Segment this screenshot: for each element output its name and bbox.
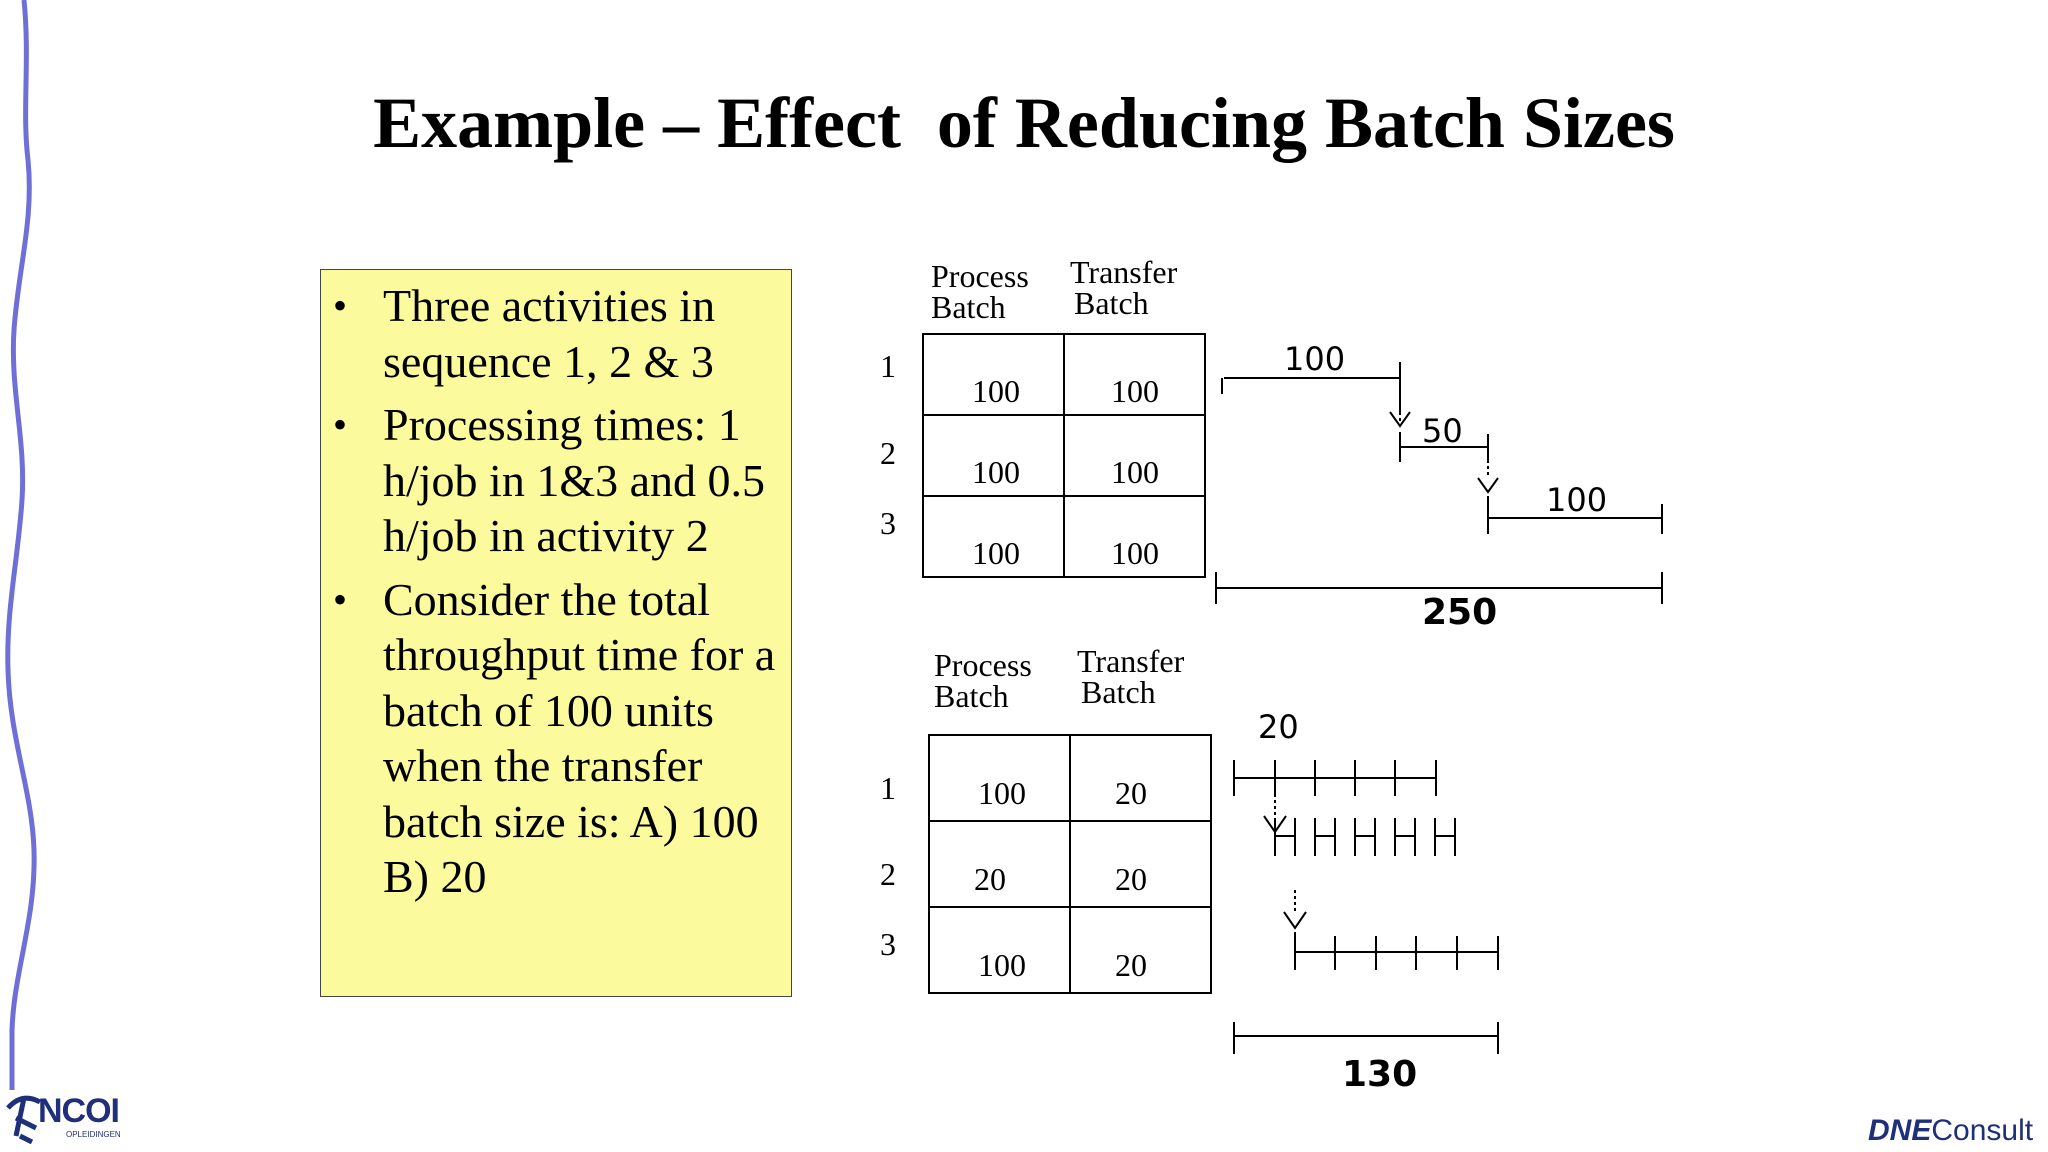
header-transfer-batch-a	[1070, 254, 1178, 321]
table-cell	[923, 334, 1064, 415]
timeline-a	[1200, 350, 1680, 610]
ncoi-logo	[0, 1082, 130, 1152]
arrow-icon	[1284, 912, 1306, 928]
table-cell	[1064, 496, 1205, 577]
header-text: Batch	[1074, 285, 1149, 321]
ncoi-logo-subtext: OPLEIDINGEN	[66, 1130, 121, 1139]
row-label-1: 1	[880, 348, 896, 384]
table-cell	[1064, 415, 1205, 496]
table-cell	[929, 907, 1070, 993]
dne-consult-logo	[1868, 1114, 2033, 1148]
bullet-text: Three activities in sequence 1, 2 & 3	[383, 280, 716, 387]
segment-label: 50	[1422, 412, 1463, 450]
segment-label: 100	[1546, 481, 1608, 519]
arrow-icon	[1478, 478, 1498, 492]
row-label-3: 3	[880, 926, 896, 962]
row-label-3: 3	[880, 505, 896, 541]
table-row	[929, 821, 1211, 907]
table-cell	[1064, 334, 1205, 415]
header-text: Batch	[1081, 674, 1156, 710]
cell-value: 100	[978, 947, 1026, 983]
page-title: Example – Effect of Reducing Batch Sizes	[373, 83, 1675, 163]
header-text: Transfer	[1077, 643, 1185, 679]
header-text: Batch	[931, 289, 1006, 325]
header-process-batch-a	[931, 258, 1029, 325]
table-row	[923, 496, 1205, 577]
cell-value: 100	[978, 775, 1026, 811]
bullet-text: Consider the total throughput time for a batch of 100 units when the transfer batch size is: A) 100 B) 20	[383, 573, 776, 902]
batch-table-a	[922, 333, 1206, 578]
segment-label: 100	[1284, 340, 1346, 378]
bullet-dot: •	[333, 576, 348, 622]
row-label-2: 2	[880, 435, 896, 471]
cell-value: 100	[972, 373, 1020, 409]
table-cell	[1070, 735, 1211, 821]
table-cell	[923, 496, 1064, 577]
cell-value: 100	[1111, 535, 1159, 571]
header-text: Batch	[934, 678, 1009, 714]
cell-value: 100	[972, 535, 1020, 571]
table-cell	[923, 415, 1064, 496]
segment-label: 20	[1258, 708, 1299, 746]
table-row	[923, 334, 1205, 415]
table-row	[929, 735, 1211, 821]
table-cell	[1070, 907, 1211, 993]
timeline-b	[1220, 740, 1520, 1060]
cell-value: 20	[974, 861, 1006, 897]
table-row	[923, 415, 1205, 496]
cell-value: 20	[1115, 861, 1147, 897]
row-label-2: 2	[880, 856, 896, 892]
bullet-item	[321, 572, 791, 905]
table-cell	[1070, 821, 1211, 907]
table-cell	[929, 735, 1070, 821]
total-time-label: 250	[1422, 592, 1498, 633]
cell-value: 100	[1111, 454, 1159, 490]
bullet-text: Processing times: 1 h/job in 1&3 and 0.5 h/job in activity 2	[383, 399, 766, 561]
header-transfer-batch-b	[1077, 643, 1185, 710]
header-text: Process	[931, 258, 1029, 294]
table-row	[929, 907, 1211, 993]
cell-value: 100	[1111, 373, 1159, 409]
bullet-dot: •	[333, 283, 348, 328]
bullet-item	[321, 397, 791, 564]
bullet-box	[320, 269, 792, 997]
row-label-1: 1	[880, 770, 896, 806]
cell-value: 100	[972, 454, 1020, 490]
cell-value: 20	[1115, 947, 1147, 983]
consult-logo-text: Consult	[1931, 1114, 2034, 1147]
bullet-dot: •	[333, 402, 348, 447]
batch-table-b	[928, 734, 1212, 994]
total-time-label: 130	[1342, 1054, 1418, 1095]
header-process-batch-b	[934, 647, 1032, 714]
cell-value: 20	[1115, 775, 1147, 811]
header-text: Transfer	[1070, 254, 1178, 290]
dne-logo-text: DNE	[1868, 1114, 1932, 1147]
table-cell	[929, 821, 1070, 907]
ncoi-logo-text: NCOI	[38, 1092, 119, 1130]
bullet-item	[321, 278, 791, 389]
header-text: Process	[934, 647, 1032, 683]
